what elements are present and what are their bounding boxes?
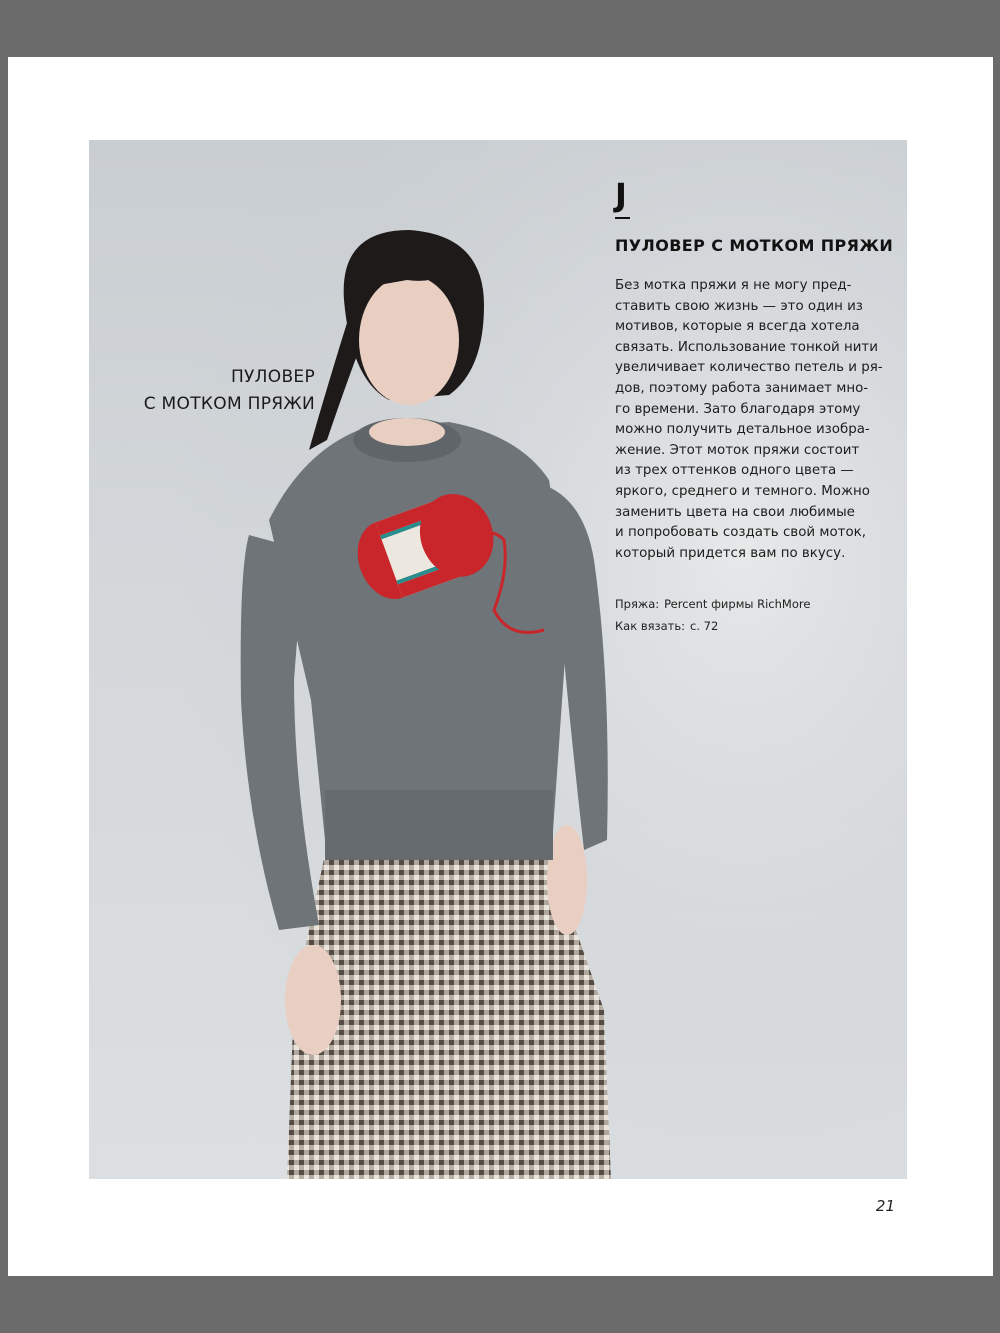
page-title: ПУЛОВЕР С МОТКОМ ПРЯЖИ xyxy=(615,236,894,255)
description-line: жение. Этот моток пряжи состоит xyxy=(615,442,860,458)
document-page xyxy=(8,57,993,1276)
description-line: увеличивает количество петель и ря- xyxy=(615,360,883,376)
description-line: из трех оттенков одного цвета — xyxy=(615,463,854,479)
yarn-label: Пряжа: xyxy=(615,597,660,611)
photo-caption-line: ПУЛОВЕР xyxy=(230,367,315,387)
description-line: заменить цвета на свои любимые xyxy=(615,504,855,520)
description-line: яркого, среднего и темного. Можно xyxy=(615,483,870,499)
how-to-knit-label: Как вязать: xyxy=(615,619,686,633)
section-letter: J xyxy=(615,176,627,214)
page-number: 21 xyxy=(875,1197,895,1215)
description xyxy=(615,276,883,564)
description-line: мотивов, которые я всегда хотела xyxy=(615,319,860,335)
yarn-info xyxy=(615,593,895,615)
description-line: связать. Использование тонкой нити xyxy=(615,339,878,355)
description-line: можно получить детальное изобра- xyxy=(615,422,870,438)
photo-caption-line: С МОТКОМ ПРЯЖИ xyxy=(143,394,315,414)
description-line: Без мотка пряжи я не могу пред- xyxy=(615,278,852,293)
description-line: го времени. Зато благодаря этому xyxy=(615,401,861,417)
description-line: и попробовать создать свой моток, xyxy=(615,525,866,541)
description-line: ставить свою жизнь — это один из xyxy=(615,298,863,314)
yarn-value: Percent фирмы RichMore xyxy=(664,597,811,611)
description-line: который придется вам по вкусу. xyxy=(615,545,846,561)
description-line: дов, поэтому работа занимает мно- xyxy=(615,380,869,396)
how-to-knit-value: с. 72 xyxy=(690,619,719,633)
section-letter-underline xyxy=(615,217,630,219)
pattern-info xyxy=(615,593,895,637)
model-photo xyxy=(89,140,907,1179)
how-to-knit-info xyxy=(615,615,895,637)
photo-caption xyxy=(115,364,315,418)
